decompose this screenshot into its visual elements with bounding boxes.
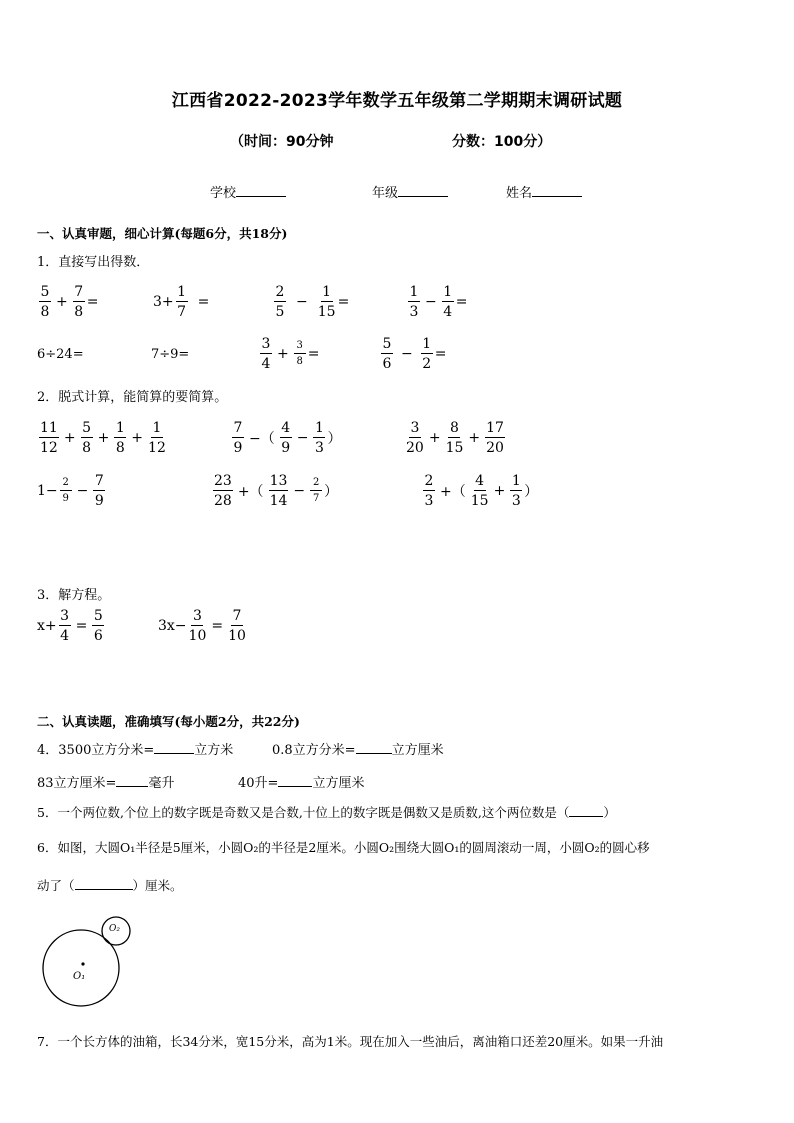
name-label: 姓名 — [506, 186, 533, 201]
section1-heading: 一、认真审题，细心计算(每题6分，共18分) — [37, 226, 288, 241]
q2-expr-6: $\frac{2}{3}$ +（ $\frac{4}{15}$ + $\frac{1}{3}$ ） — [424, 473, 539, 509]
q3-equation-2: 3x− $\frac{3}{10}$ = $\frac{7}{10}$ — [158, 608, 246, 644]
school-label: 学校 — [210, 186, 237, 201]
q7-text: 7．一个长方体的油箱，长34分米，宽15分米，高为1米。现在加入一些油后，离油箱口还差20厘米。如果一升油 — [37, 1034, 664, 1049]
q4-line-2b: 40升= 立方厘米 — [238, 776, 365, 791]
q1-expr-3: $\frac{2}{5}$ − $\frac{1}{15}$ = — [275, 284, 350, 320]
q4-blank-a[interactable] — [154, 753, 194, 754]
q4-blank-d[interactable] — [278, 786, 312, 787]
small-circle-label: O₂ — [109, 924, 120, 934]
q2-expr-5: $\frac{23}{28}$ +（ $\frac{13}{14}$ − $\frac{2}{7}$ ） — [214, 473, 339, 509]
school-blank[interactable] — [236, 196, 286, 197]
name-blank[interactable] — [532, 196, 582, 197]
q3-equation-1: x+ $\frac{3}{4}$ = $\frac{5}{6}$ — [37, 608, 103, 644]
q6-circles-figure — [40, 910, 160, 1020]
q3-text: 3．解方程。 — [37, 588, 111, 603]
q2-expr-2: $\frac{7}{9}$ −（ $\frac{4}{9}$ − $\frac{1}{3}$ ） — [233, 420, 342, 456]
q2-expr-4: 1− $\frac{2}{9}$ − $\frac{7}{9}$ — [37, 473, 104, 509]
big-circle-center — [81, 962, 84, 965]
q4-blank-b[interactable] — [356, 753, 392, 754]
q6-line-2: 动了（ ）厘米。 — [37, 878, 183, 893]
grade-label: 年级 — [372, 186, 399, 201]
q2-text: 2．脱式计算，能简算的要简算。 — [37, 390, 228, 405]
school-field — [210, 182, 286, 201]
q4-blank-c[interactable] — [116, 786, 148, 787]
time-label: （时间：90分钟 — [230, 134, 334, 150]
grade-blank[interactable] — [398, 196, 448, 197]
q2-expr-1: $\frac{11}{12}$ + $\frac{5}{8}$ + $\frac{1}{8}$ + $\frac{1}{12}$ — [40, 420, 166, 456]
section2-heading: 二、认真读题，准确填写(每小题2分，共22分) — [37, 714, 300, 729]
q4-line-1b: 0.8立方分米= 立方厘米 — [272, 743, 444, 758]
q1-expr-4: $\frac{1}{3}$ − $\frac{1}{4}$ = — [409, 284, 468, 320]
q5-blank[interactable] — [569, 816, 603, 817]
q6-blank[interactable] — [75, 889, 133, 890]
q2-expr-3: $\frac{3}{20}$ + $\frac{8}{15}$ + $\frac{17}{20}$ — [406, 420, 504, 456]
q1-expr-1: $\frac{5}{8}$ + $\frac{7}{8}$ = — [40, 284, 99, 320]
q6-line-1: 6．如图，大圆O₁半径是5厘米，小圆O₂的半径是2厘米。小圆O₂围绕大圆O₁的圆周滚动一周，小圆O₂的圆心移 — [37, 840, 650, 855]
q4-line-1: 4．3500立方分米= 立方米 — [37, 743, 234, 758]
q1-text: 1．直接写出得数． — [37, 255, 150, 270]
big-circle-label: O₁ — [73, 971, 86, 982]
q5-text: 5．一个两位数,个位上的数字既是奇数又是合数,十位上的数字既是偶数又是质数,这个两位数是（ ） — [37, 805, 616, 820]
q1-expr-8: $\frac{5}{6}$ − $\frac{1}{2}$ = — [382, 336, 447, 372]
grade-field — [372, 182, 448, 201]
q1-expr-2: 3+ $\frac{1}{7}$ = — [153, 284, 210, 320]
page-title: 江西省2022-2023学年数学五年级第二学期期末调研试题 — [171, 91, 623, 111]
name-field — [506, 182, 582, 201]
q1-expr-6: 7÷9= — [151, 347, 190, 362]
q4-line-2: 83立方厘米= 毫升 — [37, 776, 175, 791]
q1-expr-5: 6÷24= — [37, 347, 84, 362]
q1-expr-7: $\frac{3}{4}$ + $\frac{3}{8}$ = — [261, 336, 320, 372]
score-label: 分数：100分） — [452, 134, 552, 150]
